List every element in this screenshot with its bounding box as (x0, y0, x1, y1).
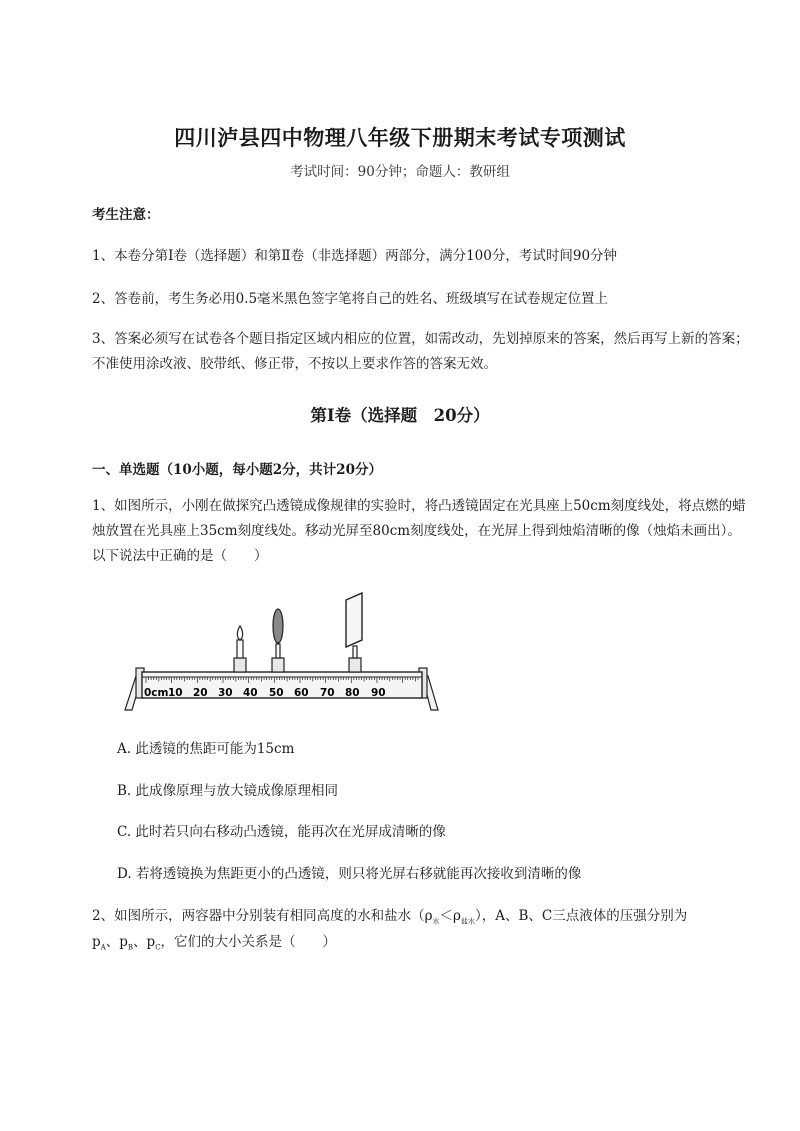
q2-pc: 、p (133, 934, 156, 950)
q2-text-lt: ＜ρ (439, 908, 461, 924)
scale-label-50: 50 (269, 687, 284, 699)
part-heading: 一、单选题（10小题，每小题2分，共计20分） (92, 462, 382, 478)
q2-sub-water: 水 (432, 917, 440, 926)
scale-label-0: 0cm (144, 687, 169, 699)
note-1: 1、本卷分第I卷（选择题）和第Ⅱ卷（非选择题）两部分，满分100分，考试时间90分钟 (92, 248, 618, 264)
question-2-line-2 (92, 930, 336, 952)
question-1-text: 1、如图所示，小刚在做探究凸透镜成像规律的实验时，将凸透镜固定在光具座上50cm刻度线处，将点燃的蜡烛放置在光具座上35cm刻度线处。移动光屏至80cm刻度线处，在光屏上得到烛焰清晰的像（烛焰未画出）。以下说法中正确的是（ ） (92, 498, 746, 564)
optical-bench-figure (118, 588, 448, 718)
convex-lens (272, 609, 284, 672)
light-screen (346, 593, 362, 672)
q2-text-b: ），A、B、C三点液体的压强分别为 (474, 908, 688, 924)
q1-option-d: D. 若将透镜换为焦距更小的凸透镜，则只将光屏右移就能再次接收到清晰的像 (117, 866, 582, 882)
flame-icon (237, 626, 242, 640)
scale-label-70: 70 (320, 687, 335, 699)
q2-text-a: 2、如图所示，两容器中分别装有相同高度的水和盐水（ρ (92, 908, 433, 924)
notice-heading: 考生注意： (92, 207, 160, 223)
page-title: 四川泸县四中物理八年级下册期末考试专项测试 (174, 125, 626, 150)
q2-sub-c: C (155, 943, 161, 952)
scale-label-20: 20 (193, 687, 208, 699)
q2-pa: p (92, 934, 101, 950)
candle (234, 626, 246, 672)
scale-label-80: 80 (345, 687, 360, 699)
question-2-line-1 (92, 904, 687, 927)
note-2: 2、答卷前，考生务必用0.5毫米黑色签字笔将自己的姓名、班级填写在试卷规定位置上 (92, 291, 609, 307)
q2-sub-b: B (127, 943, 134, 952)
scale-label-30: 30 (218, 687, 233, 699)
q1-option-a: A. 此透镜的焦距可能为15cm (117, 741, 295, 757)
q2-pb: 、p (105, 934, 128, 950)
scale-label-10: 10 (168, 687, 183, 699)
q2-sub-a: A (100, 943, 106, 952)
scale-label-60: 60 (294, 687, 309, 699)
q1-option-c: C. 此时若只向右移动凸透镜，能再次在光屏成清晰的像 (117, 824, 446, 840)
note-3: 3、答案必须写在试卷各个题目指定区域内相应的位置，如需改动，先划掉原来的答案，然后再写上新的答案；不准使用涂改液、胶带纸、修正带，不按以上要求作答的答案无效。 (92, 331, 749, 372)
q2-text-c: ，它们的大小关系是（ ） (160, 934, 337, 950)
section-title: 第I卷（选择题 20分） (310, 406, 490, 425)
scale-label-90: 90 (371, 687, 386, 699)
exam-info: 考试时间：90分钟；命题人：教研组 (290, 164, 510, 180)
scale-label-40: 40 (243, 687, 258, 699)
q1-option-b: B. 此成像原理与放大镜成像原理相同 (117, 783, 339, 799)
q2-sub-brine: 盐水 (460, 917, 475, 926)
